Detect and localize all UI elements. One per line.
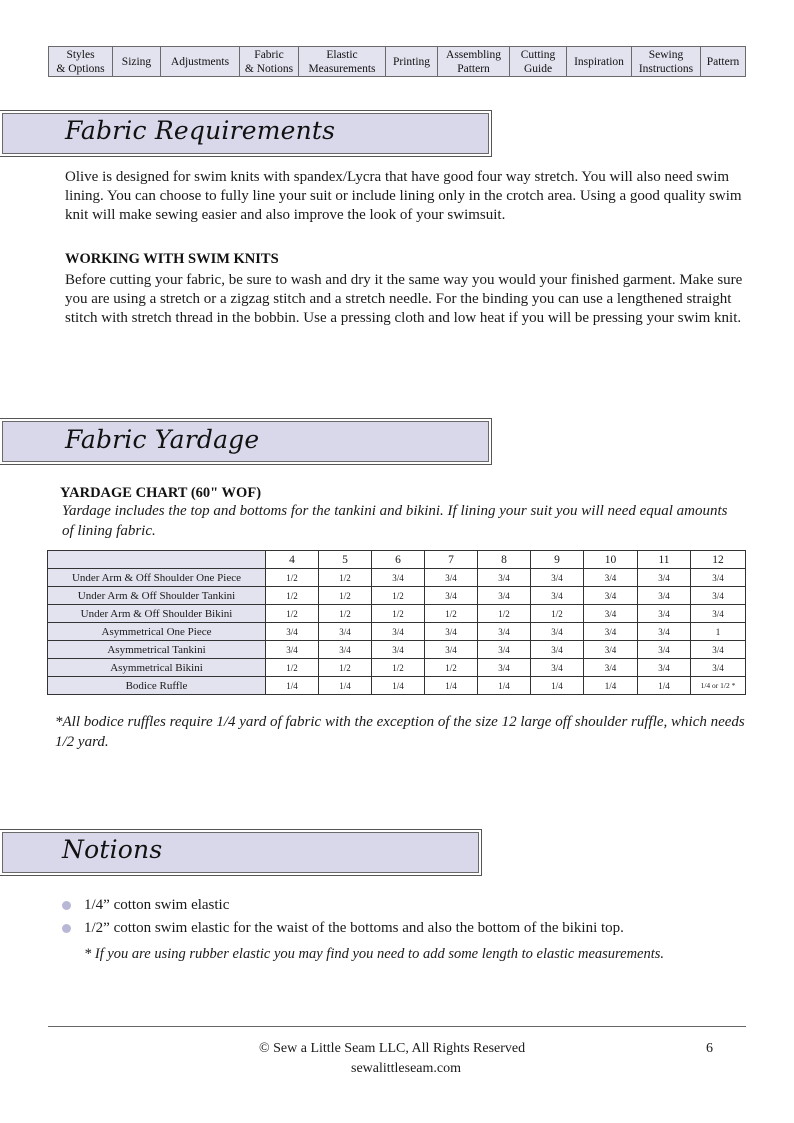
yardage-cell: 3/4 bbox=[638, 623, 691, 641]
nav-pattern[interactable]: Pattern bbox=[706, 55, 740, 68]
yardage-cell: 3/4 bbox=[425, 623, 478, 641]
yardage-cell: 1/2 bbox=[266, 605, 319, 623]
yardage-cell: 3/4 bbox=[531, 587, 584, 605]
yardage-cell: 3/4 bbox=[691, 605, 746, 623]
row-label: Under Arm & Off Shoulder Tankini bbox=[48, 587, 266, 605]
yardage-cell: 3/4 bbox=[584, 569, 638, 587]
yardage-cell: 1/4 bbox=[425, 677, 478, 695]
yardage-cell: 1/2 bbox=[319, 605, 372, 623]
yardage-cell: 3/4 bbox=[425, 569, 478, 587]
yardage-cell: 1/4 bbox=[638, 677, 691, 695]
yardage-cell: 1/2 bbox=[425, 605, 478, 623]
yardage-cell: 3/4 bbox=[584, 659, 638, 677]
fabric-yardage-title: Fabric Yardage bbox=[65, 425, 260, 454]
yardage-cell: 3/4 bbox=[691, 659, 746, 677]
size-header: 12 bbox=[691, 551, 746, 569]
table-header-row bbox=[48, 551, 746, 569]
bullet-icon bbox=[62, 924, 71, 933]
yardage-cell: 3/4 bbox=[531, 659, 584, 677]
yardage-cell: 3/4 bbox=[584, 605, 638, 623]
yardage-cell: 3/4 bbox=[425, 587, 478, 605]
yardage-cell: 3/4 bbox=[478, 587, 531, 605]
size-header: 9 bbox=[531, 551, 584, 569]
yardage-cell: 1/2 bbox=[266, 569, 319, 587]
yardage-cell: 3/4 bbox=[319, 641, 372, 659]
yardage-cell: 3/4 bbox=[266, 641, 319, 659]
nav-cutting-guide[interactable]: Cutting Guide bbox=[510, 47, 567, 76]
size-header: 4 bbox=[266, 551, 319, 569]
yardage-cell: 3/4 bbox=[638, 587, 691, 605]
yardage-cell: 1/2 bbox=[531, 605, 584, 623]
row-label: Under Arm & Off Shoulder Bikini bbox=[48, 605, 266, 623]
table-row bbox=[48, 587, 746, 605]
yardage-chart-note: Yardage includes the top and bottoms for the tankini and bikini. If lining your suit you will need equal amounts of lining fabric. bbox=[62, 503, 728, 539]
table-corner-cell bbox=[48, 551, 266, 569]
fabric-requirements-title: Fabric Requirements bbox=[65, 116, 336, 145]
yardage-cell: 1/2 bbox=[372, 605, 425, 623]
size-header: 7 bbox=[425, 551, 478, 569]
yardage-cell: 3/4 bbox=[531, 569, 584, 587]
size-header: 11 bbox=[638, 551, 691, 569]
yardage-cell: 1/2 bbox=[266, 587, 319, 605]
yardage-cell: 1 bbox=[691, 623, 746, 641]
footer-copyright: © Sew a Little Seam LLC, All Rights Reserved bbox=[259, 1041, 526, 1056]
yardage-cell: 3/4 bbox=[478, 641, 531, 659]
footer-website[interactable]: sewalittleseam.com bbox=[351, 1061, 462, 1076]
yardage-cell: 3/4 bbox=[638, 605, 691, 623]
yardage-cell: 3/4 bbox=[638, 659, 691, 677]
yardage-cell: 3/4 bbox=[584, 623, 638, 641]
yardage-cell: 1/2 bbox=[478, 605, 531, 623]
working-with-swim-knits-heading: WORKING WITH SWIM KNITS bbox=[65, 251, 279, 267]
table-row bbox=[48, 677, 746, 695]
list-item bbox=[62, 917, 624, 940]
notions-note: * If you are using rubber elastic you may find you need to add some length to elastic measurements. bbox=[84, 946, 665, 962]
working-with-swim-knits-text: Before cutting your fabric, be sure to wash and dry it the same way you would your finished garment. Make sure you are using a stretch or a zigzag stitch and a stretch needle. For the binding you can use a lengthened straight stitch with stretch thread in the bobbin. Use a pressing cloth and low heat if you will be pressing your swim knit. bbox=[65, 272, 743, 327]
nav-fabric-notions[interactable]: Fabric & Notions bbox=[240, 47, 299, 76]
row-label: Asymmetrical Tankini bbox=[48, 641, 266, 659]
nav-printing[interactable]: Printing bbox=[386, 47, 438, 76]
yardage-cell: 1/2 bbox=[319, 569, 372, 587]
yardage-cell: 3/4 bbox=[531, 623, 584, 641]
yardage-cell: 3/4 bbox=[425, 641, 478, 659]
bullet-icon bbox=[62, 901, 71, 910]
notions-title: Notions bbox=[62, 835, 163, 864]
size-header: 6 bbox=[372, 551, 425, 569]
table-row bbox=[48, 659, 746, 677]
yardage-table bbox=[47, 550, 746, 695]
row-label: Bodice Ruffle bbox=[48, 677, 266, 695]
yardage-cell: 3/4 bbox=[372, 623, 425, 641]
yardage-cell: 3/4 bbox=[638, 569, 691, 587]
section-nav bbox=[48, 46, 746, 77]
yardage-cell: 3/4 bbox=[266, 623, 319, 641]
yardage-cell: 3/4 bbox=[584, 641, 638, 659]
nav-styles-options[interactable]: Styles & Options bbox=[49, 47, 113, 76]
yardage-cell: 3/4 bbox=[478, 569, 531, 587]
yardage-cell: 1/2 bbox=[266, 659, 319, 677]
nav-adjustments[interactable]: Adjustments bbox=[161, 47, 240, 76]
yardage-cell: 1/2 bbox=[372, 587, 425, 605]
yardage-cell: 1/4 bbox=[266, 677, 319, 695]
table-row bbox=[48, 641, 746, 659]
yardage-footnote: *All bodice ruffles require 1/4 yard of fabric with the exception of the size 12 large off shoulder ruffle, which needs 1/2 yard. bbox=[55, 714, 745, 750]
yardage-cell: 1/2 bbox=[319, 659, 372, 677]
yardage-cell: 3/4 bbox=[372, 569, 425, 587]
yardage-cell: 1/4 bbox=[372, 677, 425, 695]
footer-divider bbox=[48, 1026, 746, 1027]
yardage-cell: 3/4 bbox=[478, 623, 531, 641]
yardage-cell: 3/4 bbox=[372, 641, 425, 659]
yardage-cell: 3/4 bbox=[584, 587, 638, 605]
row-label: Under Arm & Off Shoulder One Piece bbox=[48, 569, 266, 587]
yardage-cell: 1/2 bbox=[425, 659, 478, 677]
list-item bbox=[62, 894, 624, 917]
yardage-cell: 1/4 bbox=[319, 677, 372, 695]
nav-elastic-measurements[interactable]: Elastic Measurements bbox=[299, 47, 386, 76]
table-row bbox=[48, 569, 746, 587]
table-row bbox=[48, 605, 746, 623]
yardage-cell: 3/4 bbox=[691, 569, 746, 587]
yardage-chart-heading: YARDAGE CHART (60" WOF) bbox=[60, 485, 262, 501]
size-header: 5 bbox=[319, 551, 372, 569]
row-label: Asymmetrical One Piece bbox=[48, 623, 266, 641]
yardage-cell: 3/4 bbox=[691, 587, 746, 605]
size-header: 8 bbox=[478, 551, 531, 569]
nav-sewing-instructions[interactable]: Sewing Instructions bbox=[632, 47, 701, 76]
nav-inspiration[interactable]: Inspiration bbox=[567, 47, 632, 76]
fabric-requirements-intro: Olive is designed for swim knits with spandex/Lycra that have good four way stretch. You will also need swim lining. You can choose to fully line your suit or include lining only in the crotch area. Using a good quality swim knit will make sewing easier and also improve the look of your swimsuit. bbox=[65, 169, 742, 224]
yardage-cell: 3/4 bbox=[478, 659, 531, 677]
yardage-cell: 3/4 bbox=[691, 641, 746, 659]
yardage-cell: 1/4 bbox=[531, 677, 584, 695]
yardage-cell: 1/4 or 1/2 * bbox=[691, 677, 746, 695]
yardage-cell: 1/2 bbox=[372, 659, 425, 677]
table-row bbox=[48, 623, 746, 641]
nav-assembling-pattern[interactable]: Assembling Pattern bbox=[438, 47, 510, 76]
size-header: 10 bbox=[584, 551, 638, 569]
yardage-cell: 3/4 bbox=[531, 641, 584, 659]
page-number: 6 bbox=[706, 1041, 713, 1056]
yardage-cell: 3/4 bbox=[638, 641, 691, 659]
notion-item-text: 1/2” cotton swim elastic for the waist of the bottoms and also the bottom of the bikini top. bbox=[84, 920, 624, 936]
yardage-cell: 1/4 bbox=[478, 677, 531, 695]
notions-list bbox=[62, 894, 624, 940]
yardage-cell: 1/2 bbox=[319, 587, 372, 605]
nav-sizing[interactable]: Sizing bbox=[113, 47, 161, 76]
yardage-cell: 1/4 bbox=[584, 677, 638, 695]
row-label: Asymmetrical Bikini bbox=[48, 659, 266, 677]
yardage-cell: 3/4 bbox=[319, 623, 372, 641]
notion-item-text: 1/4” cotton swim elastic bbox=[84, 897, 230, 913]
